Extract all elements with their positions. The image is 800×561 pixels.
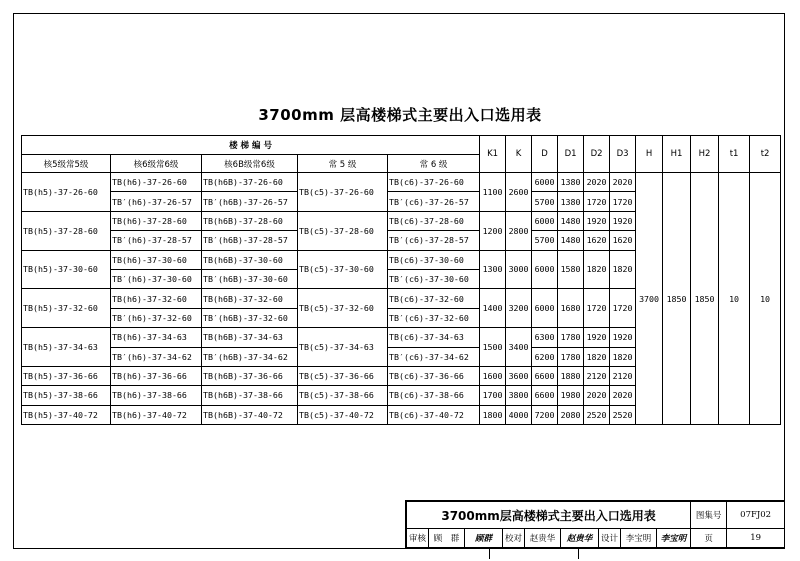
cell-d1: 2080	[558, 405, 584, 424]
signature-tick	[489, 549, 490, 559]
checker-name: 赵贵华	[525, 529, 561, 548]
cell-t2: 10	[750, 173, 781, 425]
header-k1: K1	[480, 136, 506, 173]
cell-c6: TB′(c6)-37-30-60	[388, 269, 480, 288]
cell-h5: TB(h5)-37-28-60	[22, 211, 111, 250]
cell-h6: TB(h6)-37-40-72	[111, 405, 202, 424]
cell-h6b: TB(h6B)-37-40-72	[202, 405, 298, 424]
atlas-number: 07FJ02	[727, 502, 785, 529]
cell-h5: TB(h5)-37-40-72	[22, 405, 111, 424]
cell-d3: 2020	[610, 386, 636, 405]
cell-d: 6000	[532, 250, 558, 289]
cell-h6b: TB(h6B)-37-36-66	[202, 366, 298, 385]
cell-c6: TB(c6)-37-32-60	[388, 289, 480, 308]
subheader-h6: 核6级常6级	[111, 155, 202, 173]
cell-d2: 1720	[584, 192, 610, 211]
cell-d1: 1480	[558, 231, 584, 250]
cell-d2: 1820	[584, 250, 610, 289]
subheader-h6b: 核6B级常6级	[202, 155, 298, 173]
cell-h1: 1850	[663, 173, 691, 425]
cell-d3: 1920	[610, 328, 636, 347]
cell-c6: TB(c6)-37-40-72	[388, 405, 480, 424]
cell-d1: 1780	[558, 328, 584, 347]
header-d: D	[532, 136, 558, 173]
cell-d2: 1620	[584, 231, 610, 250]
cell-h6b: TB′(h6B)-37-30-60	[202, 269, 298, 288]
header-k: K	[506, 136, 532, 173]
header-h: H	[636, 136, 663, 173]
table-row	[22, 173, 781, 192]
cell-c6: TB(c6)-37-30-60	[388, 250, 480, 269]
cell-c6: TB(c6)-37-36-66	[388, 366, 480, 385]
cell-h6b: TB(h6B)-37-28-60	[202, 211, 298, 230]
cell-c6: TB′(c6)-37-26-57	[388, 192, 480, 211]
cell-k1: 1300	[480, 250, 506, 289]
cell-h6b: TB(h6B)-37-26-60	[202, 173, 298, 192]
cell-d1: 1380	[558, 192, 584, 211]
cell-h6b: TB(h6B)-37-34-63	[202, 328, 298, 347]
header-d2: D2	[584, 136, 610, 173]
cell-k: 4000	[506, 405, 532, 424]
cell-c5: TB(c5)-37-40-72	[298, 405, 388, 424]
designer-signature: 李宝明	[657, 529, 691, 548]
cell-h5: TB(h5)-37-36-66	[22, 366, 111, 385]
cell-d3: 2120	[610, 366, 636, 385]
checker-signature: 赵贵华	[561, 529, 599, 548]
cell-h6: TB′(h6)-37-32-60	[111, 308, 202, 327]
cell-k: 3400	[506, 328, 532, 367]
title-block-title: 3700mm层高楼梯式主要出入口选用表	[407, 502, 691, 529]
header-t1: t1	[719, 136, 750, 173]
cell-h5: TB(h5)-37-26-60	[22, 173, 111, 212]
cell-k1: 1500	[480, 328, 506, 367]
cell-k: 2800	[506, 211, 532, 250]
cell-c6: TB(c6)-37-38-66	[388, 386, 480, 405]
cell-h6: TB(h6)-37-36-66	[111, 366, 202, 385]
cell-c5: TB(c5)-37-38-66	[298, 386, 388, 405]
cell-d1: 1380	[558, 173, 584, 192]
page-title: 3700mm 层高楼梯式主要出入口选用表	[258, 106, 542, 124]
cell-h6: TB(h6)-37-28-60	[111, 211, 202, 230]
cell-h: 3700	[636, 173, 663, 425]
cell-h6b: TB′(h6B)-37-32-60	[202, 308, 298, 327]
cell-d2: 2020	[584, 173, 610, 192]
cell-d: 6600	[532, 386, 558, 405]
cell-h6: TB′(h6)-37-30-60	[111, 269, 202, 288]
cell-k: 3800	[506, 386, 532, 405]
cell-d3: 1720	[610, 289, 636, 328]
cell-k1: 1400	[480, 289, 506, 328]
title-block	[405, 500, 785, 549]
cell-c6: TB(c6)-37-26-60	[388, 173, 480, 192]
cell-h6b: TB′(h6B)-37-34-62	[202, 347, 298, 366]
cell-c5: TB(c5)-37-32-60	[298, 289, 388, 328]
page-number: 19	[727, 529, 785, 548]
cell-h5: TB(h5)-37-32-60	[22, 289, 111, 328]
cell-k: 3600	[506, 366, 532, 385]
cell-c5: TB(c5)-37-28-60	[298, 211, 388, 250]
cell-d1: 1780	[558, 347, 584, 366]
check-label: 校对	[503, 529, 525, 548]
cell-h6b: TB(h6B)-37-38-66	[202, 386, 298, 405]
cell-d: 7200	[532, 405, 558, 424]
cell-c5: TB(c5)-37-34-63	[298, 328, 388, 367]
cell-d3: 2520	[610, 405, 636, 424]
cell-d2: 2120	[584, 366, 610, 385]
cell-h6: TB(h6)-37-32-60	[111, 289, 202, 308]
cell-c6: TB′(c6)-37-28-57	[388, 231, 480, 250]
cell-d3: 1820	[610, 250, 636, 289]
cell-c6: TB′(c6)-37-32-60	[388, 308, 480, 327]
header-t2: t2	[750, 136, 781, 173]
signature-tick	[578, 549, 579, 559]
cell-d1: 1580	[558, 250, 584, 289]
cell-d3: 2020	[610, 173, 636, 192]
cell-d2: 1920	[584, 328, 610, 347]
cell-d: 6600	[532, 366, 558, 385]
cell-c5: TB(c5)-37-36-66	[298, 366, 388, 385]
cell-d: 6200	[532, 347, 558, 366]
cell-k1: 1800	[480, 405, 506, 424]
header-d3: D3	[610, 136, 636, 173]
cell-c6: TB(c6)-37-28-60	[388, 211, 480, 230]
cell-d3: 1720	[610, 192, 636, 211]
cell-d2: 1820	[584, 347, 610, 366]
cell-d: 6000	[532, 173, 558, 192]
cell-d1: 1880	[558, 366, 584, 385]
cell-d2: 1920	[584, 211, 610, 230]
cell-c6: TB(c6)-37-34-63	[388, 328, 480, 347]
reviewer-name: 顾 群	[429, 529, 465, 548]
atlas-label: 图集号	[691, 502, 727, 529]
cell-h6: TB(h6)-37-34-63	[111, 328, 202, 347]
cell-h6b: TB(h6B)-37-32-60	[202, 289, 298, 308]
cell-d: 6300	[532, 328, 558, 347]
header-h2: H2	[691, 136, 719, 173]
cell-d1: 1980	[558, 386, 584, 405]
cell-h6: TB′(h6)-37-28-57	[111, 231, 202, 250]
cell-d: 6000	[532, 289, 558, 328]
cell-h2: 1850	[691, 173, 719, 425]
cell-d2: 2020	[584, 386, 610, 405]
cell-d3: 1920	[610, 211, 636, 230]
cell-h6: TB′(h6)-37-34-62	[111, 347, 202, 366]
header-h1: H1	[663, 136, 691, 173]
header-d1: D1	[558, 136, 584, 173]
subheader-c6: 常 6 级	[388, 155, 480, 173]
cell-h6: TB(h6)-37-30-60	[111, 250, 202, 269]
cell-c5: TB(c5)-37-30-60	[298, 250, 388, 289]
cell-h5: TB(h5)-37-30-60	[22, 250, 111, 289]
cell-h6b: TB′(h6B)-37-26-57	[202, 192, 298, 211]
cell-d3: 1820	[610, 347, 636, 366]
cell-t1: 10	[719, 173, 750, 425]
design-label: 设计	[599, 529, 621, 548]
review-label: 审核	[407, 529, 429, 548]
selection-table	[21, 135, 781, 425]
cell-h6: TB(h6)-37-26-60	[111, 173, 202, 192]
cell-k1: 1600	[480, 366, 506, 385]
cell-d: 5700	[532, 192, 558, 211]
cell-c6: TB′(c6)-37-34-62	[388, 347, 480, 366]
subheader-h5: 核5级常5级	[22, 155, 111, 173]
cell-k: 2600	[506, 173, 532, 212]
cell-d1: 1680	[558, 289, 584, 328]
subheader-c5: 常 5 级	[298, 155, 388, 173]
designer-name: 李宝明	[621, 529, 657, 548]
cell-c5: TB(c5)-37-26-60	[298, 173, 388, 212]
cell-d: 6000	[532, 211, 558, 230]
cell-h5: TB(h5)-37-34-63	[22, 328, 111, 367]
cell-h6: TB′(h6)-37-26-57	[111, 192, 202, 211]
group-header: 楼 梯 编 号	[22, 136, 480, 155]
cell-h6b: TB′(h6B)-37-28-57	[202, 231, 298, 250]
cell-h6: TB(h6)-37-38-66	[111, 386, 202, 405]
cell-d2: 2520	[584, 405, 610, 424]
reviewer-signature: 顾群	[465, 529, 503, 548]
cell-d2: 1720	[584, 289, 610, 328]
cell-d3: 1620	[610, 231, 636, 250]
cell-h5: TB(h5)-37-38-66	[22, 386, 111, 405]
cell-d: 5700	[532, 231, 558, 250]
page-label: 页	[691, 529, 727, 548]
cell-k1: 1200	[480, 211, 506, 250]
cell-d1: 1480	[558, 211, 584, 230]
cell-k1: 1700	[480, 386, 506, 405]
cell-k1: 1100	[480, 173, 506, 212]
cell-k: 3000	[506, 250, 532, 289]
cell-h6b: TB(h6B)-37-30-60	[202, 250, 298, 269]
cell-k: 3200	[506, 289, 532, 328]
